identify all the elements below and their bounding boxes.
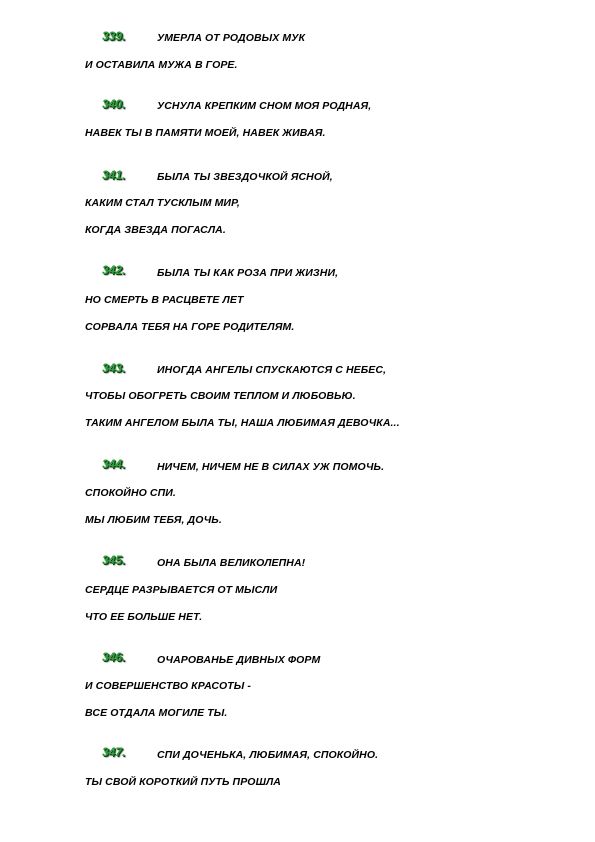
entry-line: ОНА БЫЛА ВЕЛИКОЛЕПНА! [157,557,306,569]
entry-line: НО СМЕРТЬ В РАСЦВЕТЕ ЛЕТ [85,294,244,306]
entry-line: ВСЕ ОТДАЛА МОГИЛЕ ТЫ. [85,707,228,719]
entry-line: И ОСТАВИЛА МУЖА В ГОРЕ. [85,59,238,71]
entry-number: 340. [102,97,126,111]
entry-number: 347. [102,745,126,759]
entry-line: НАВЕК ТЫ В ПАМЯТИ МОЕЙ, НАВЕК ЖИВАЯ. [85,127,326,139]
entry-line: МЫ ЛЮБИМ ТЕБЯ, ДОЧЬ. [85,514,222,526]
entry-line: И СОВЕРШЕНСТВО КРАСОТЫ - [85,680,252,692]
entry-number: 343. [102,361,126,375]
entry-number: 344. [102,457,126,471]
entry-line: ОЧАРОВАНЬЕ ДИВНЫХ ФОРМ [157,654,321,666]
entry-line: ЧТОБЫ ОБОГРЕТЬ СВОИМ ТЕПЛОМ И ЛЮБОВЬЮ. [85,390,356,402]
entry-line: БЫЛА ТЫ КАК РОЗА ПРИ ЖИЗНИ, [157,267,339,279]
entry-number: 342. [102,263,126,277]
entry-line: СПОКОЙНО СПИ. [85,487,176,499]
entry-line: НИЧЕМ, НИЧЕМ НЕ В СИЛАХ УЖ ПОМОЧЬ. [157,461,385,473]
entry-number: 345. [102,553,126,567]
entry-line: ЧТО ЕЕ БОЛЬШЕ НЕТ. [85,611,203,623]
entry-number: 339. [102,29,126,43]
entry-line: УМЕРЛА ОТ РОДОВЫХ МУК [157,32,306,44]
entry-number: 341. [102,168,126,182]
entry-line: СЕРДЦЕ РАЗРЫВАЕТСЯ ОТ МЫСЛИ [85,584,278,596]
entry-line: БЫЛА ТЫ ЗВЕЗДОЧКОЙ ЯСНОЙ, [157,171,333,183]
entry-line: КОГДА ЗВЕЗДА ПОГАСЛА. [85,224,226,236]
entry-line: КАКИМ СТАЛ ТУСКЛЫМ МИР, [85,197,240,209]
entry-line: УСНУЛА КРЕПКИМ СНОМ МОЯ РОДНАЯ, [157,100,372,112]
entry-line: СОРВАЛА ТЕБЯ НА ГОРЕ РОДИТЕЛЯМ. [85,321,295,333]
entry-line: ТЫ СВОЙ КОРОТКИЙ ПУТЬ ПРОШЛА [85,776,281,788]
entry-line: ИНОГДА АНГЕЛЫ СПУСКАЮТСЯ С НЕБЕС, [157,364,387,376]
entry-line: ТАКИМ АНГЕЛОМ БЫЛА ТЫ, НАША ЛЮБИМАЯ ДЕВОЧКА... [85,417,400,429]
entry-line: СПИ ДОЧЕНЬКА, ЛЮБИМАЯ, СПОКОЙНО. [157,749,379,761]
entry-number: 346. [102,650,126,664]
